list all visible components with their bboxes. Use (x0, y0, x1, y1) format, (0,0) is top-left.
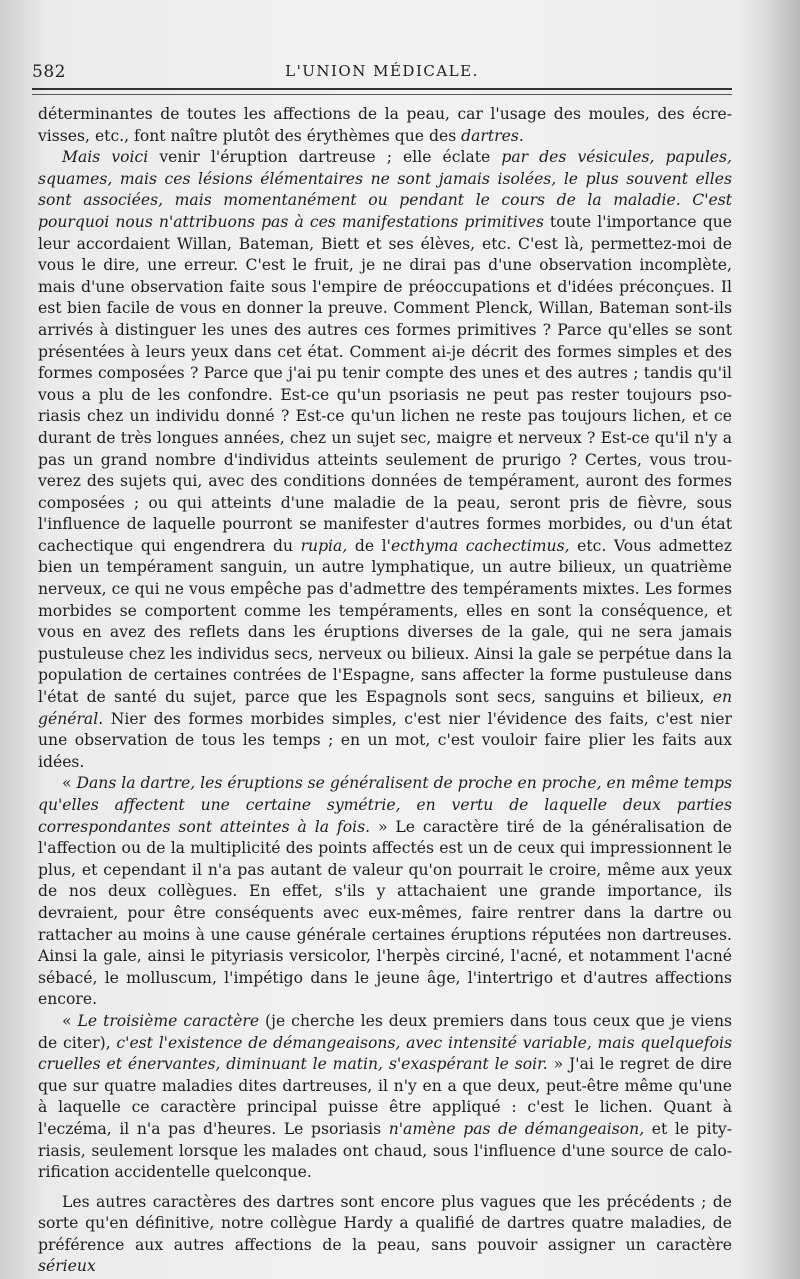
italic-text: Mais voici (62, 148, 149, 167)
paragraph (38, 104, 732, 147)
italic-text: dartres. (461, 126, 524, 145)
text-run: et le pityriasis, seulement lorsque les malades ont chaud, sous l'influence d'une source de calorification accidentelle quelconque. (38, 1119, 732, 1182)
text-run: Les autres caractères des dartres sont encore plus vagues que les précédents ; de sorte qu'en définitive, notre collègue Hardy a qualifié de dartres quatre maladies, de préférence aux autres affections de la peau, sans pouvoir assigner un caractère (38, 1192, 732, 1254)
running-title: L'UNION MÉDICALE. (285, 62, 479, 80)
italic-text: sérieux (38, 1257, 96, 1276)
text-run: toute l'importance que leur accordaient Willan, Bateman, Biett et ses élèves, etc. C'est là, permettez-moi de vous le dire, une erreur. C'est le fruit, je ne dirai pas d'une observation incomplète, mais d'une observation faite sous l'empire de préoccupations et d'idées préconçues. Il est bien facile de vous en donner la preuve. Comment Plenck, Willan, Bateman sont-ils arrivés à distinguer les unes des autres ces formes primitives ? Parce qu'elles se sont présentées à leurs yeux dans cet état. Comment ai-je décrit des formes simples et des formes composées ? Parce que j'ai pu tenir compte des unes et des autres ; tandis qu'il vous a plu de les confondre. Est-ce qu'un psoriasis ne peut pas rester toujours psoriasis chez un individu donné ? Est-ce qu'un lichen ne reste pas toujours lichen, et ce durant de très longues années, chez un sujet sec, maigre et nerveux ? Est-ce qu'il n'y a pas un grand nombre d'individus atteints seulement de prurigo ? Certes, vous trouverez des sujets qui, avec des conditions données de tempérament, auront des formes composées ; ou qui atteints d'une maladie de la peau, seront pris de fièvre, sous l'influence de laquelle pourront se manifester d'autres formes morbides, ou d'un état cachectique qui engendrera du (38, 212, 732, 555)
text-run: (je cherche les deux premiers dans tous ceux que je viens de citer), (38, 1011, 732, 1052)
paragraph (38, 147, 732, 773)
italic-text: en général. (38, 688, 732, 728)
page-header (32, 62, 732, 88)
binding-shadow (760, 0, 800, 1279)
text-run: « (62, 774, 77, 793)
text-run: » J'ai le regret de dire que sur quatre maladies dites dartreuses, il n'y en a que deux, peut-être même qu'une à laquelle ce caractère principal puisse être appliqué : c'est le lichen. Quant à l'eczéma, il n'a pas d'heures. Le psoriasis (38, 1055, 732, 1138)
text-run: déterminantes de toutes les affections de la peau, car l'usage des moules, des écrevisses, etc., font naître plutôt des érythèmes que des (38, 105, 732, 145)
header-rule-thin (32, 94, 732, 95)
italic-text: par des vésicules, papules, squames, mais ces lésions élémentaires ne sont jamais isolées, le plus souvent elles sont associées, mais momentanément ou pendant le cours de la maladie. C'est pourquoi nous n'attribuons pas à ces manifestations primitives (38, 148, 732, 231)
paragraph (38, 773, 732, 1011)
italic-text: c'est l'existence de démangeaisons, avec intensité variable, mais quelquefois cruelles et énervantes, diminuant le matin, s'exaspérant le soir. (38, 1033, 732, 1074)
paragraph (38, 1011, 732, 1184)
text-run: de l' (347, 536, 391, 555)
header-rule (32, 88, 732, 90)
text-run: » Le caractère tiré de la généralisation de l'affection ou de la multiplicité des points affectés est un de ceux qui impressionnent le plus, et cependant il n'a pas autant de valeur qu'on pourrait le croire, même aux yeux de nos deux collègues. En effet, s'ils y attachaient une grande importance, ils devraient, pour être conséquents avec eux-mêmes, faire rentrer dans la dartre ou rattacher au moins à une cause générale certaines éruptions réputées non dartreuses. Ainsi la gale, ainsi le pityriasis versicolor, l'herpès circiné, l'acné, et notamment l'acné sébacé, le molluscum, l'impétigo dans le jeune âge, l'intertrigo et d'autres affections encore. (38, 817, 732, 1009)
italic-text: n'amène pas de démangeaison, (388, 1119, 645, 1138)
paragraph (38, 1192, 732, 1278)
italic-text: Le troisième caractère (77, 1011, 260, 1030)
text-run: etc. Vous admettez bien un tempérament sanguin, un autre lymphatique, un autre bilieux, un quatrième nerveux, ce qui ne vous empêche pas d'admettre des tempéraments mixtes. Les formes morbides se comportent comme les tempéraments, elles en sont la conséquence, et vous en avez des reflets dans les éruptions diverses de la gale, qui ne sera jamais pustuleuse chez les individus secs, nerveux ou bilieux. Ainsi la gale se perpétue dans la population de certaines contrées de l'Espagne, sans affecter la forme pustuleuse dans l'état de santé du sujet, parce que les Espagnols sont secs, sanguins et bilieux, (38, 536, 732, 707)
page-number: 582 (32, 62, 66, 82)
italic-text: rupia, (300, 536, 348, 555)
text-run: venir l'éruption dartreuse ; elle éclate (148, 148, 502, 167)
text-run: Nier des formes morbides simples, c'est nier l'évidence des faits, c'est nier une observation de tous les temps ; en un mot, c'est vouloir faire plier les faits aux idées. (38, 709, 732, 771)
italic-text: ecthyma cachectimus, (390, 536, 570, 555)
italic-text: Dans la dartre, les éruptions se généralisent de proche en proche, en même temps qu'elles affectent une certaine symétrie, en vertu de laquelle deux parties correspondantes sont atteintes à la fois. (38, 774, 732, 836)
text-run: « (62, 1011, 78, 1030)
body-text (38, 104, 732, 1278)
